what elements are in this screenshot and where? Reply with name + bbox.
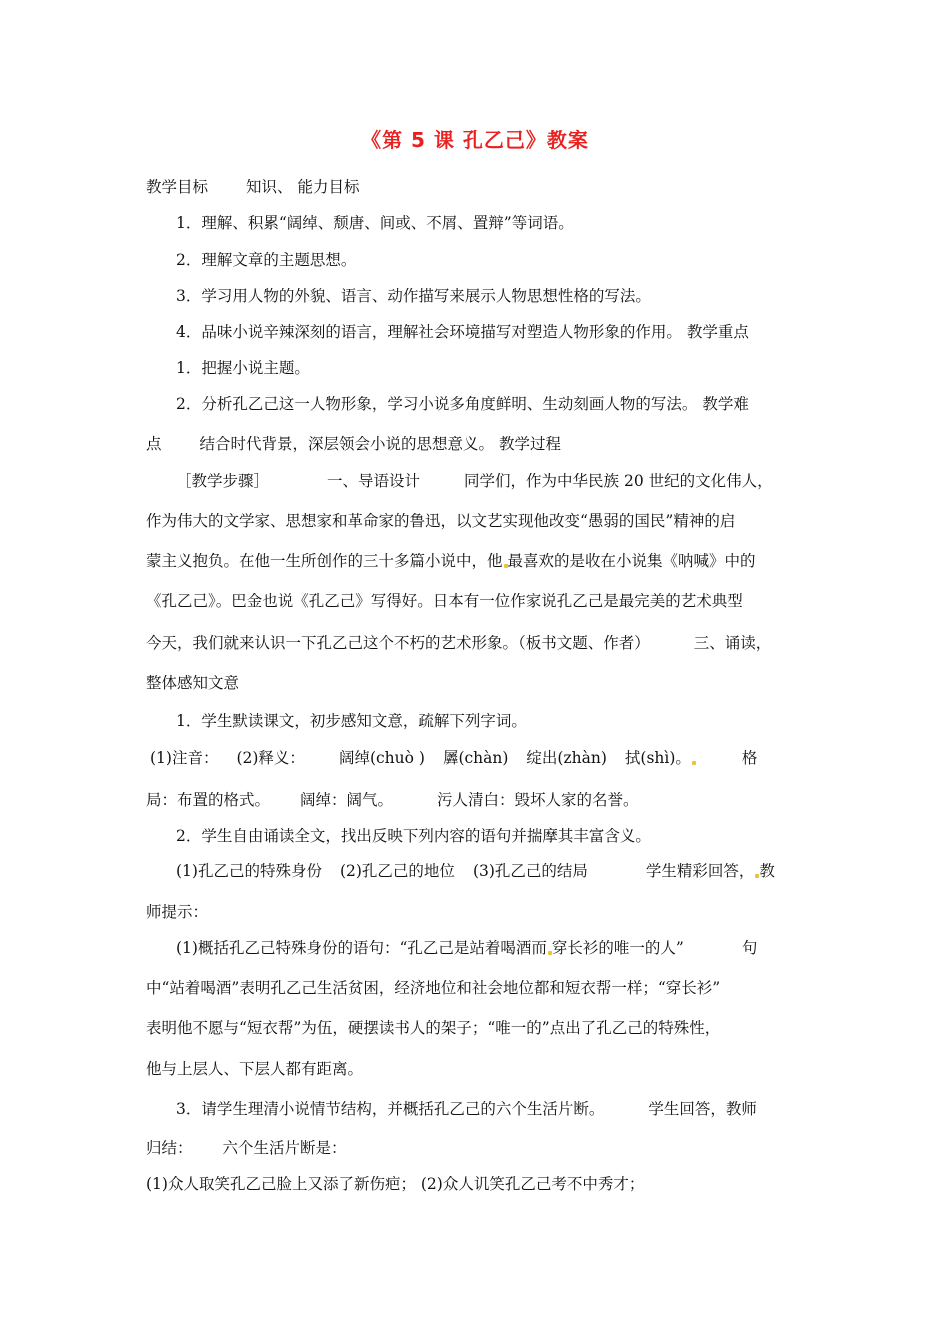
text-line: 点 结合时代背景，深层领会小说的思想意义。 教学过程 [146, 435, 561, 453]
text-line: (1)注音： (2)释义： 阔绰(chuò ) 羼(chàn) 绽出(zhàn) 拭(shì)。 格 [150, 749, 758, 767]
text-line: 1．理解、积累“阔绰、颓唐、间或、不屑、置辩”等词语。 [176, 214, 574, 232]
text-line: 1．把握小说主题。 [176, 359, 310, 377]
text-line: 3．请学生理清小说情节结构，并概括孔乙己的六个生活片断。 学生回答，教师 [176, 1100, 757, 1118]
text-line: (1)众人取笑孔乙己脸上又添了新伤疤； (2)众人讥笑孔乙己考不中秀才； [146, 1175, 645, 1193]
text-line: 他与上层人、下层人都有距离。 [146, 1060, 364, 1078]
text-line: 教学目标 知识、 能力目标 [146, 178, 360, 196]
text-line: 《孔乙己》。巴金也说《孔乙己》写得好。日本有一位作家说孔乙己是最完美的艺术典型 [146, 592, 743, 610]
text-line: 2．理解文章的主题思想。 [176, 251, 357, 269]
text-line: 归结： 六个生活片断是： [146, 1139, 347, 1157]
text-line: ［教学步骤］ 一、导语设计 同学们，作为中华民族 20 世纪的文化伟人， [176, 472, 773, 490]
text-line: 1．学生默读课文，初步感知文意，疏解下列字词。 [176, 712, 527, 730]
text-line: 整体感知文意 [146, 674, 240, 692]
text-line: 今天，我们就来认识一下孔乙己这个不朽的艺术形象。（板书文题、作者） 三、诵读， [146, 634, 772, 652]
highlight-mark [692, 761, 696, 765]
text-line: 局：布置的格式。 阔绰：阔气。 污人清白：毁坏人家的名誉。 [146, 791, 639, 809]
text-line: 中“站着喝酒”表明孔乙己生活贫困，经济地位和社会地位都和短衣帮一样；“穿长衫” [146, 979, 721, 997]
text-line: 作为伟大的文学家、思想家和革命家的鲁迅，以文艺实现他改变“愚弱的国民”精神的启 [146, 512, 736, 530]
text-line: 师提示： [146, 903, 209, 921]
text-line: 3．学习用人物的外貌、语言、动作描写来展示人物思想性格的写法。 [176, 287, 651, 305]
text-line: 2．分析孔乙己这一人物形象，学习小说多角度鲜明、生动刻画人物的写法。 教学难 [176, 395, 749, 413]
text-line: (1)孔乙己的特殊身份 (2)孔乙己的地位 (3)孔乙己的结局 学生精彩回答， 教 [176, 862, 775, 880]
text-line: 表明他不愿与“短衣帮”为伍，硬摆读书人的架子；“唯一的”点出了孔乙己的特殊性， [146, 1019, 721, 1037]
text-line: 4．品味小说辛辣深刻的语言，理解社会环境描写对塑造人物形象的作用。 教学重点 [176, 323, 749, 341]
text-line: (1)概括孔乙己特殊身份的语句：“孔乙己是站着喝酒而 穿长衫的唯一的人” 句 [176, 939, 758, 957]
text-line: 蒙主义抱负。在他一生所创作的三十多篇小说中，他 最喜欢的是收在小说集《呐喊》中的 [146, 552, 756, 570]
text-line: 2．学生自由诵读全文，找出反映下列内容的语句并揣摩其丰富含义。 [176, 827, 651, 845]
document-title: 《第 5 课 孔乙己》教案 [361, 128, 589, 152]
